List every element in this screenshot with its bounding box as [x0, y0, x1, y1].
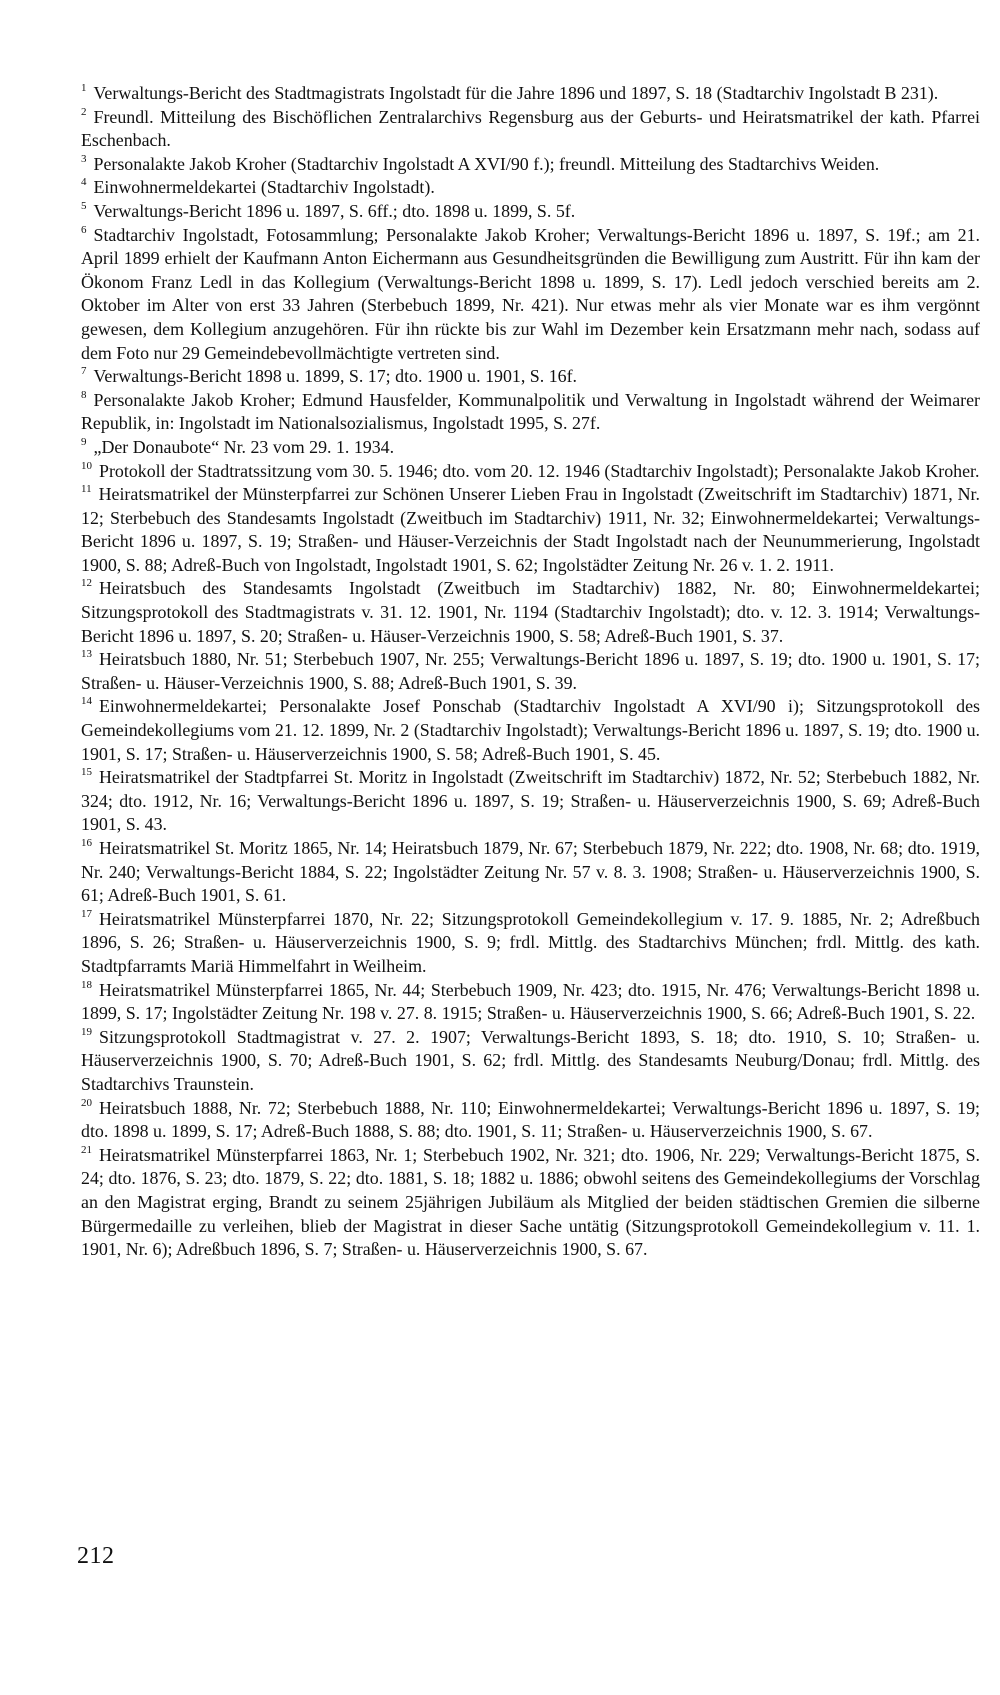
footnote: [81, 1097, 980, 1144]
footnote-text: Einwohnermeldekartei (Stadtarchiv Ingolstadt).: [93, 177, 435, 198]
footnote: [81, 695, 980, 766]
footnote-number: 12: [81, 577, 92, 590]
footnote-text: Heiratsmatrikel der Stadtpfarrei St. Moritz in Ingolstadt (Zweitschrift im Stadtarchiv) 1872, Nr. 52; Sterbebuch 1882, Nr. 324; dto. 1912, Nr. 16; Verwaltungs-Bericht 1896 u. 1897, S. 19; Straßen- u. Häuserverzeichnis 1900, S. 69; Adreß-Buch 1901, S. 43.: [81, 767, 980, 835]
footnote-text: „Der Donaubote“ Nr. 23 vom 29. 1. 1934.: [93, 436, 395, 457]
footnote-text: Personalakte Jakob Kroher (Stadtarchiv Ingolstadt A XVI/90 f.); freundl. Mitteilung des Stadtarchivs Weiden.: [93, 153, 880, 174]
footnote-text: Verwaltungs-Bericht des Stadtmagistrats Ingolstadt für die Jahre 1896 und 1897, S. 18 (Stadtarchiv Ingolstadt B 231).: [93, 83, 939, 103]
footnote-text: Heiratsmatrikel der Münsterpfarrei zur Schönen Unserer Lieben Frau in Ingolstadt (Zweitschrift im Stadtarchiv) 1871, Nr. 12; Sterbebuch des Standesamts Ingolstadt (Zweitbuch im Stadtarchiv) 1911, Nr. 32; Einwohnermeldekartei; Verwaltungs-Bericht 1896 u. 1897, S. 19; Straßen- und Häuser-Verzeichnis der Stadt Ingolstadt nach der Neunummerierung, Ingolstadt 1900, S. 88; Adreß-Buch von Ingolstadt, Ingolstadt 1901, S. 62; Ingolstädter Zeitung Nr. 26 v. 1. 2. 1911.: [81, 484, 980, 575]
footnote: [81, 979, 980, 1026]
footnote-number: 21: [81, 1143, 92, 1156]
footnote-number: 16: [81, 837, 92, 849]
footnote-text: Verwaltungs-Bericht 1898 u. 1899, S. 17; dto. 1900 u. 1901, S. 16f.: [93, 366, 578, 387]
footnote-text: Heiratsmatrikel Münsterpfarrei 1870, Nr. 22; Sitzungsprotokoll Gemeindekollegium v. 17. 9. 1885, Nr. 2; Adreßbuch 1896, S. 26; Straßen- u. Häuserverzeichnis 1900, S. 9; frdl. Mittlg. des Stadtarchivs München; frdl. Mittlg. des kath. Stadtpfarramts Mariä Himmelfahrt in Weilheim.: [81, 908, 980, 976]
footnote: [81, 1026, 980, 1097]
footnote-number: 4: [81, 176, 87, 189]
footnote: [81, 766, 980, 837]
footnote-number: 6: [81, 223, 87, 236]
footnote-text: Heiratsmatrikel St. Moritz 1865, Nr. 14; Heiratsbuch 1879, Nr. 67; Sterbebuch 1879, Nr. 222; dto. 1908, Nr. 68; dto. 1919, Nr. 240; Verwaltungs-Bericht 1884, S. 22; Ingolstädter Zeitung Nr. 57 v. 8. 3. 1908; Straßen- u. Häuserverzeichnis 1900, S. 61; Adreß-Buch 1901, S. 61.: [81, 838, 980, 906]
footnote-number: 18: [81, 978, 92, 991]
footnote-number: 20: [81, 1096, 92, 1109]
footnote-text: Personalakte Jakob Kroher; Edmund Hausfelder, Kommunalpolitik und Verwaltung in Ingolstadt während der Weimarer Republik, in: Ingolstadt im Nationalsozialismus, Ingolstadt 1995, S. 27f.: [81, 389, 980, 434]
footnote-number: 17: [81, 907, 92, 920]
footnote-number: 1: [81, 82, 87, 94]
footnote: [81, 1144, 980, 1262]
footnote: [81, 577, 980, 648]
page-number: 212: [77, 1543, 115, 1569]
footnote: [81, 837, 980, 908]
footnote: [81, 153, 980, 177]
footnote-number: 3: [81, 152, 87, 165]
footnote: [81, 365, 980, 389]
footnote-text: Stadtarchiv Ingolstadt, Fotosammlung; Personalakte Jakob Kroher; Verwaltungs-Bericht 1896 u. 1897, S. 19f.; am 21. April 1899 erhielt der Kaufmann Anton Eichermann aus Gesundheitsgründen die Bewilligung zum Austritt. Für ihn kam der Ökonom Franz Ledl in das Kollegium (Verwaltungs-Bericht 1898 u. 1899, S. 17). Ledl jedoch verschied bereits am 2. Oktober im Alter von erst 33 Jahren (Sterbebuch 1899, Nr. 421). Nur etwas mehr als vier Monate war es ihm vergönnt gewesen, dem Kollegium anzugehören. Für ihn rückte bis zur Wahl im Dezember kein Ersatzmann mehr nach, sodass auf dem Foto nur 29 Gemeindebevollmächtigte vertreten sind.: [81, 224, 980, 363]
footnote: [81, 908, 980, 979]
footnote-text: Protokoll der Stadtratssitzung vom 30. 5. 1946; dto. vom 20. 12. 1946 (Stadtarchiv Ingolstadt); Personalakte Jakob Kroher.: [99, 460, 980, 481]
footnote-number: 8: [81, 388, 87, 401]
footnote-text: Einwohnermeldekartei; Personalakte Josef Ponschab (Stadtarchiv Ingolstadt A XVI/90 i); Sitzungsprotokoll des Gemeindekollegiums vom 21. 12. 1899, Nr. 2 (Stadtarchiv Ingolstadt); Verwaltungs-Bericht 1896 u. 1897, S. 19; dto. 1900 u. 1901, S. 17; Straßen- u. Häuserverzeichnis 1900, S. 58; Adreß-Buch 1901, S. 45.: [81, 696, 980, 764]
footnote: [81, 648, 980, 695]
footnote-number: 5: [81, 199, 87, 212]
footnote: [81, 389, 980, 436]
footnote-number: 13: [81, 648, 92, 661]
footnote-number: 2: [81, 105, 87, 118]
footnote-number: 9: [81, 435, 87, 448]
footnote: [81, 483, 980, 577]
footnote-number: 10: [81, 459, 92, 472]
footnote-text: Freundl. Mitteilung des Bischöflichen Zentralarchivs Regensburg aus der Geburts- und Heiratsmatrikel der kath. Pfarrei Eschenbach.: [81, 106, 980, 151]
footnote: [81, 224, 980, 366]
footnote: [81, 436, 980, 460]
footnote: [81, 106, 980, 153]
footnote-number: 19: [81, 1025, 92, 1038]
footnote-text: Heiratsmatrikel Münsterpfarrei 1863, Nr. 1; Sterbebuch 1902, Nr. 321; dto. 1906, Nr. 229; Verwaltungs-Bericht 1875, S. 24; dto. 1876, S. 23; dto. 1879, S. 22; dto. 1881, S. 18; 1882 u. 1886; obwohl seitens des Gemeindekollegiums der Vorschlag an den Magistrat erging, Brandt zu seinem 25jährigen Jubiläum als Mitglied der beiden städtischen Gremien die silberne Bürgermedaille zu verleihen, blieb der Magistrat in dieser Sache untätig (Sitzungsprotokoll Gemeindekollegium v. 11. 1. 1901, Nr. 6); Adreßbuch 1896, S. 7; Straßen- u. Häuserverzeichnis 1900, S. 67.: [81, 1144, 980, 1260]
footnote: [81, 460, 980, 484]
footnote-number: 7: [81, 365, 87, 378]
footnote-text: Heiratsmatrikel Münsterpfarrei 1865, Nr. 44; Sterbebuch 1909, Nr. 423; dto. 1915, Nr. 476; Verwaltungs-Bericht 1898 u. 1899, S. 17; Ingolstädter Zeitung Nr. 198 v. 27. 8. 1915; Straßen- u. Häuserverzeichnis 1900, S. 66; Adreß-Buch 1901, S. 22.: [81, 979, 980, 1024]
footnotes-block: [81, 82, 980, 1262]
footnote: [81, 176, 980, 200]
footnote-number: 11: [81, 483, 92, 496]
footnote-text: Sitzungsprotokoll Stadtmagistrat v. 27. 2. 1907; Verwaltungs-Bericht 1893, S. 18; dto. 1910, S. 10; Straßen- u. Häuserverzeichnis 1900, S. 70; Adreß-Buch 1901, S. 62; frdl. Mittlg. des Standesamts Neuburg/Donau; frdl. Mittlg. des Stadtarchivs Traunstein.: [81, 1026, 980, 1094]
footnote-text: Heiratsbuch des Standesamts Ingolstadt (Zweitbuch im Stadtarchiv) 1882, Nr. 80; Einwohnermeldekartei; Sitzungsprotokoll des Stadtmagistrats v. 31. 12. 1901, Nr. 1194 (Stadtarchiv Ingolstadt); dto. v. 12. 3. 1914; Verwaltungs-Bericht 1896 u. 1897, S. 20; Straßen- u. Häuser-Verzeichnis 1900, S. 58; Adreß-Buch 1901, S. 37.: [81, 578, 980, 646]
footnote-text: Verwaltungs-Bericht 1896 u. 1897, S. 6ff.; dto. 1898 u. 1899, S. 5f.: [93, 200, 576, 221]
footnote-text: Heiratsbuch 1880, Nr. 51; Sterbebuch 1907, Nr. 255; Verwaltungs-Bericht 1896 u. 1897, S. 19; dto. 1900 u. 1901, S. 17; Straßen- u. Häuser-Verzeichnis 1900, S. 88; Adreß-Buch 1901, S. 39.: [81, 649, 980, 693]
footnote: [81, 200, 980, 224]
footnote: [81, 82, 980, 106]
footnote-text: Heiratsbuch 1888, Nr. 72; Sterbebuch 1888, Nr. 110; Einwohnermeldekartei; Verwaltungs-Bericht 1896 u. 1897, S. 19; dto. 1898 u. 1899, S. 17; Adreß-Buch 1888, S. 88; dto. 1901, S. 11; Straßen- u. Häuserverzeichnis 1900, S. 67.: [81, 1097, 980, 1142]
footnote-number: 14: [81, 695, 92, 708]
footnote-number: 15: [81, 766, 92, 779]
